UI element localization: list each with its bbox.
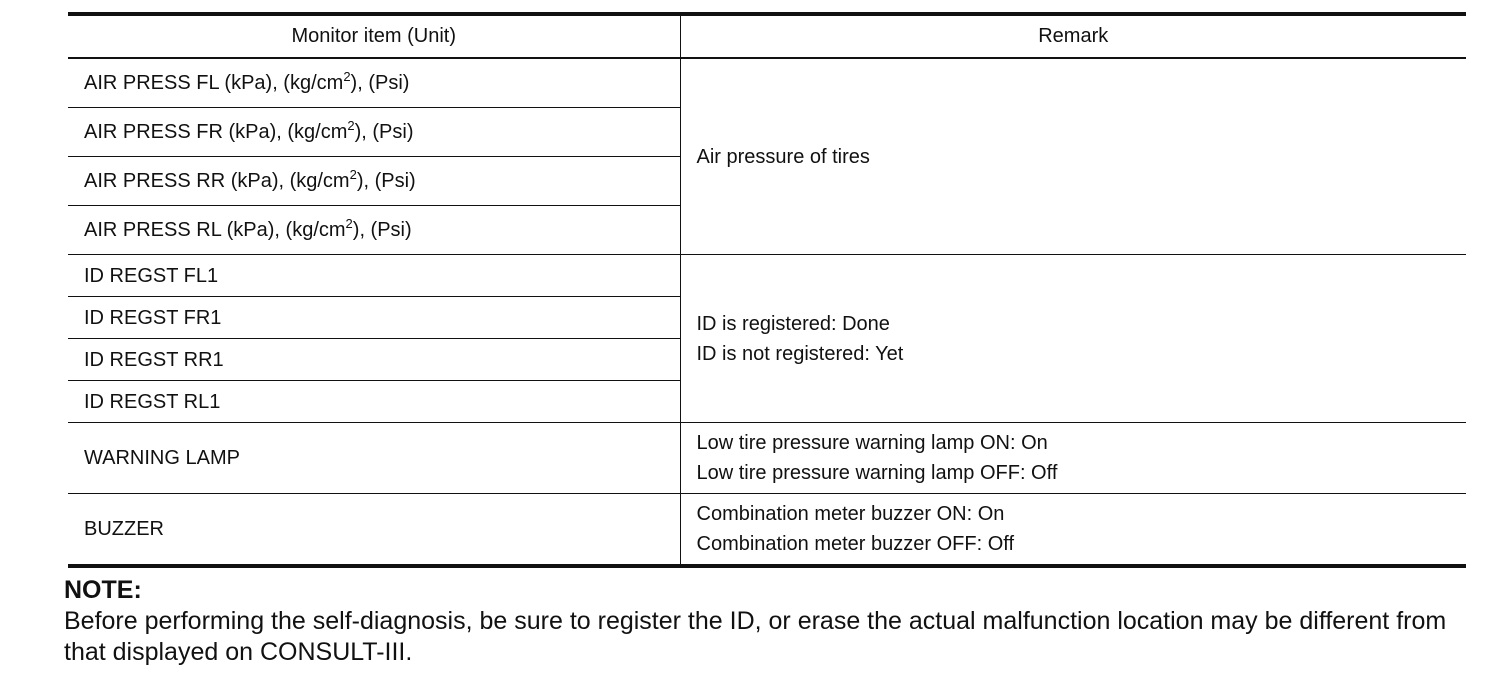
air-press-fl-cell: AIR PRESS FL (kPa), $(kg/cm^2)$, (Psi) [68, 58, 680, 108]
table-header-row [68, 14, 1466, 58]
warning-remark-line: Low tire pressure warning lamp ON: On [696, 432, 1048, 454]
buzzer-remark [680, 494, 1466, 567]
buzzer-cell: BUZZER [68, 494, 680, 567]
id-remark-line: ID is registered: Done [696, 312, 890, 335]
buzzer-remark-line: Combination meter buzzer OFF: Off [696, 533, 1015, 555]
warning-lamp-cell: WARNING LAMP [68, 423, 680, 494]
monitor-item-table [68, 12, 1466, 568]
note-block [64, 575, 1474, 668]
table-row [68, 494, 1466, 567]
header-monitor-item: Monitor item (Unit) [68, 14, 680, 58]
buzzer-remark-line: Combination meter buzzer ON: On [696, 503, 1005, 525]
note-title: NOTE: [64, 576, 142, 604]
id-registration-remark [680, 255, 1466, 423]
id-regst-fr1-cell: ID REGST FR1 [68, 297, 680, 339]
air-press-fr-cell: AIR PRESS FR (kPa), $(kg/cm^2)$, (Psi) [68, 108, 680, 157]
warning-lamp-remark [680, 423, 1466, 494]
note-body: Before performing the self-diagnosis, be sure to register the ID, or erase the actual malfunction location may be different from that displayed on CONSULT-III. [64, 607, 1447, 666]
air-press-rr-cell: AIR PRESS RR (kPa), $(kg/cm^2)$, (Psi) [68, 157, 680, 206]
table-row [68, 423, 1466, 494]
table-row [68, 58, 1466, 108]
air-press-rl-cell: AIR PRESS RL (kPa), $(kg/cm^2)$, (Psi) [68, 206, 680, 255]
id-regst-rl1-cell: ID REGST RL1 [68, 381, 680, 423]
table-row [68, 255, 1466, 297]
warning-remark-line: Low tire pressure warning lamp OFF: Off [696, 462, 1058, 484]
id-regst-rr1-cell: ID REGST RR1 [68, 339, 680, 381]
air-pressure-remark: Air pressure of tires [680, 58, 1466, 255]
header-remark: Remark [680, 14, 1466, 58]
id-regst-fl1-cell: ID REGST FL1 [68, 255, 680, 297]
id-remark-line: ID is not registered: Yet [696, 342, 904, 365]
